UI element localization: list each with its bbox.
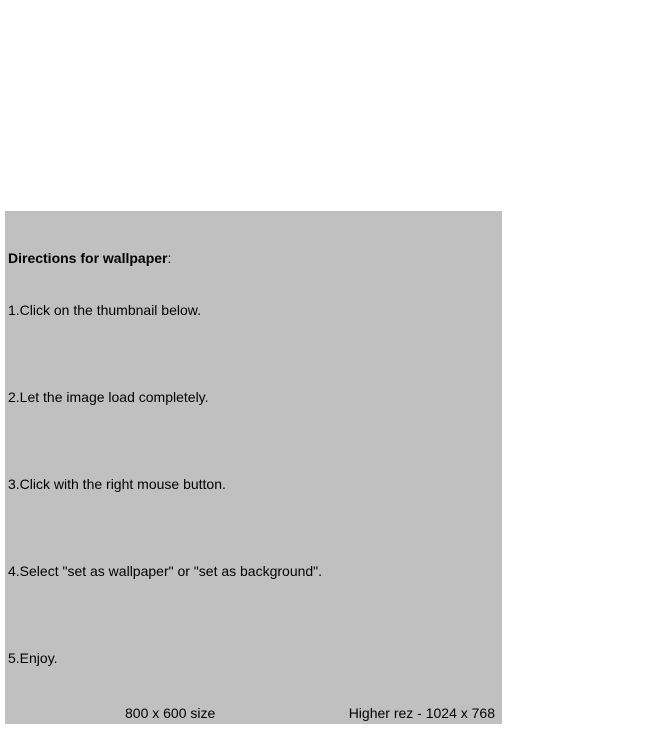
step-3: 3.Click with the right mouse button. [8, 476, 226, 492]
wallpaper-1024x768-link[interactable]: Higher rez - 1024 x 768 [348, 705, 495, 721]
wallpaper-800x600-link[interactable]: 800 x 600 size [125, 705, 216, 721]
step-2: 2.Let the image load completely. [8, 389, 209, 405]
directions-heading-colon: : [167, 250, 172, 266]
step-1: 1.Click on the thumbnail below. [8, 302, 201, 318]
step-4: 4.Select "set as wallpaper" or "set as background". [8, 563, 323, 579]
directions-panel [5, 211, 502, 724]
directions-heading [8, 249, 171, 267]
step-5: 5.Enjoy. [8, 650, 58, 666]
directions-heading-label: Directions for wallpaper [8, 250, 168, 266]
